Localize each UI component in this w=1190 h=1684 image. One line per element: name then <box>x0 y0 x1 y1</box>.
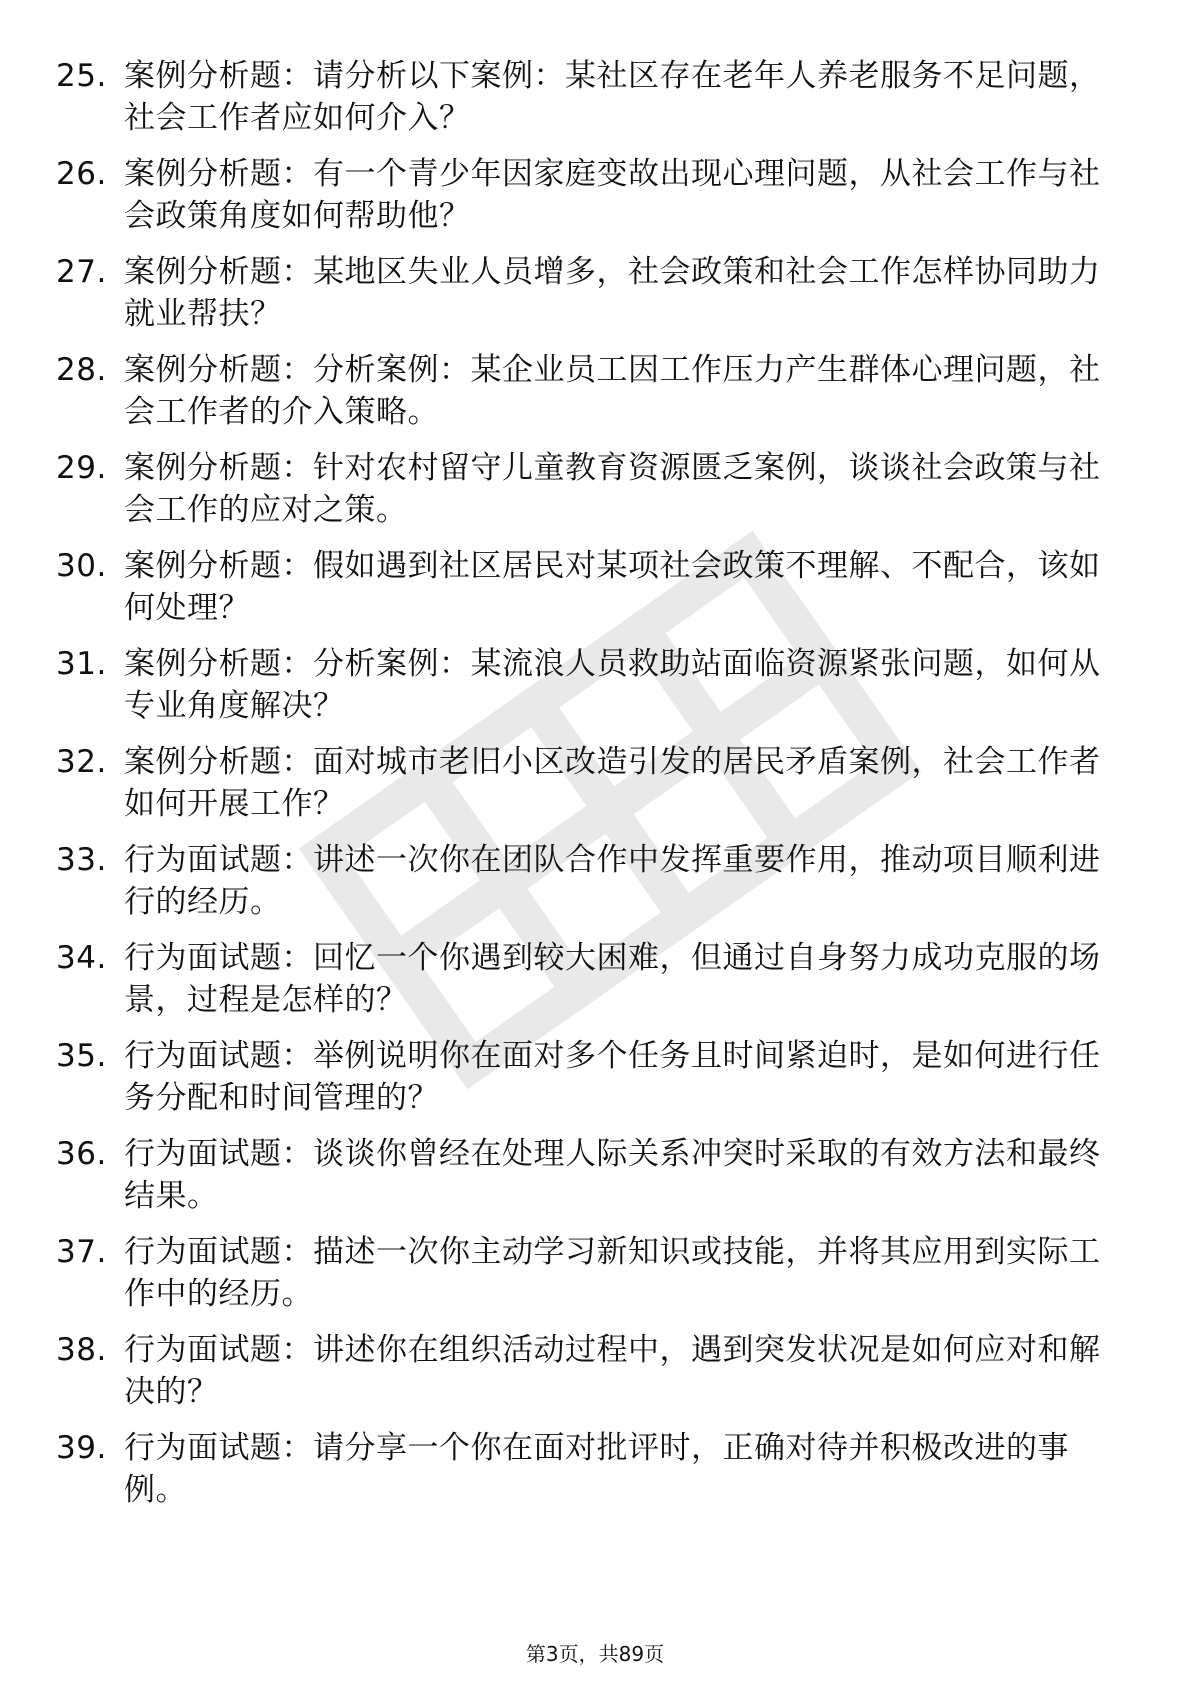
question-number: 32. <box>56 744 107 780</box>
list-item <box>56 349 1116 433</box>
question-category: 行为面试题： <box>124 1234 313 1270</box>
list-item <box>56 1231 1116 1315</box>
list-item <box>56 1427 1116 1511</box>
question-number: 39. <box>56 1430 107 1466</box>
list-item <box>56 251 1116 335</box>
list-item <box>56 839 1116 923</box>
question-category: 案例分析题： <box>124 58 313 94</box>
list-item <box>56 937 1116 1021</box>
list-item <box>56 1133 1116 1217</box>
list-item <box>56 55 1116 139</box>
question-text: 面对城市老旧小区改造引发的居民矛盾案例，社会工作者如何开展工作？ <box>124 744 1101 822</box>
question-category: 案例分析题： <box>124 744 313 780</box>
question-category: 行为面试题： <box>124 1430 313 1466</box>
question-number: 38. <box>56 1332 107 1368</box>
page-number-footer: 第3页，共89页 <box>525 1642 665 1666</box>
question-text: 有一个青少年因家庭变故出现心理问题，从社会工作与社会政策角度如何帮助他？ <box>124 156 1101 234</box>
question-category: 行为面试题： <box>124 1332 313 1368</box>
question-text: 描述一次你主动学习新知识或技能，并将其应用到实际工作中的经历。 <box>124 1234 1101 1312</box>
question-text: 某地区失业人员增多，社会政策和社会工作怎样协同助力就业帮扶？ <box>124 254 1101 332</box>
question-text: 讲述你在组织活动过程中，遇到突发状况是如何应对和解决的？ <box>124 1332 1101 1410</box>
question-text: 假如遇到社区居民对某项社会政策不理解、不配合，该如何处理？ <box>124 548 1101 626</box>
question-category: 案例分析题： <box>124 450 313 486</box>
question-text: 分析案例：某流浪人员救助站面临资源紧张问题，如何从专业角度解决？ <box>124 646 1101 724</box>
question-text: 请分享一个你在面对批评时，正确对待并积极改进的事例。 <box>124 1430 1069 1508</box>
question-text: 谈谈你曾经在处理人际关系冲突时采取的有效方法和最终结果。 <box>124 1136 1101 1214</box>
question-text: 讲述一次你在团队合作中发挥重要作用，推动项目顺利进行的经历。 <box>124 842 1101 920</box>
question-category: 案例分析题： <box>124 548 313 584</box>
list-item <box>56 545 1116 629</box>
question-number: 27. <box>56 254 107 290</box>
question-category: 案例分析题： <box>124 156 313 192</box>
list-item <box>56 153 1116 237</box>
question-number: 34. <box>56 940 107 976</box>
question-category: 行为面试题： <box>124 1038 313 1074</box>
question-text: 分析案例：某企业员工因工作压力产生群体心理问题，社会工作者的介入策略。 <box>124 352 1101 430</box>
question-category: 行为面试题： <box>124 1136 313 1172</box>
question-number: 33. <box>56 842 107 878</box>
list-item <box>56 447 1116 531</box>
question-number: 25. <box>56 58 107 94</box>
question-category: 案例分析题： <box>124 254 313 290</box>
question-category: 行为面试题： <box>124 940 313 976</box>
question-text: 举例说明你在面对多个任务且时间紧迫时，是如何进行任务分配和时间管理的？ <box>124 1038 1101 1116</box>
list-item <box>56 1035 1116 1119</box>
question-number: 30. <box>56 548 107 584</box>
question-number: 37. <box>56 1234 107 1270</box>
question-number: 31. <box>56 646 107 682</box>
question-category: 案例分析题： <box>124 352 313 388</box>
question-text: 针对农村留守儿童教育资源匮乏案例，谈谈社会政策与社会工作的应对之策。 <box>124 450 1101 528</box>
question-text: 回忆一个你遇到较大困难，但通过自身努力成功克服的场景，过程是怎样的？ <box>124 940 1101 1018</box>
question-number: 26. <box>56 156 107 192</box>
question-number: 29. <box>56 450 107 486</box>
question-text: 请分析以下案例：某社区存在老年人养老服务不足问题，社会工作者应如何介入？ <box>124 58 1101 136</box>
list-item <box>56 1329 1116 1413</box>
question-category: 案例分析题： <box>124 646 313 682</box>
list-item <box>56 643 1116 727</box>
question-category: 行为面试题： <box>124 842 313 878</box>
question-number: 28. <box>56 352 107 388</box>
question-number: 36. <box>56 1136 107 1172</box>
question-number: 35. <box>56 1038 107 1074</box>
question-list <box>56 55 1116 1525</box>
list-item <box>56 741 1116 825</box>
